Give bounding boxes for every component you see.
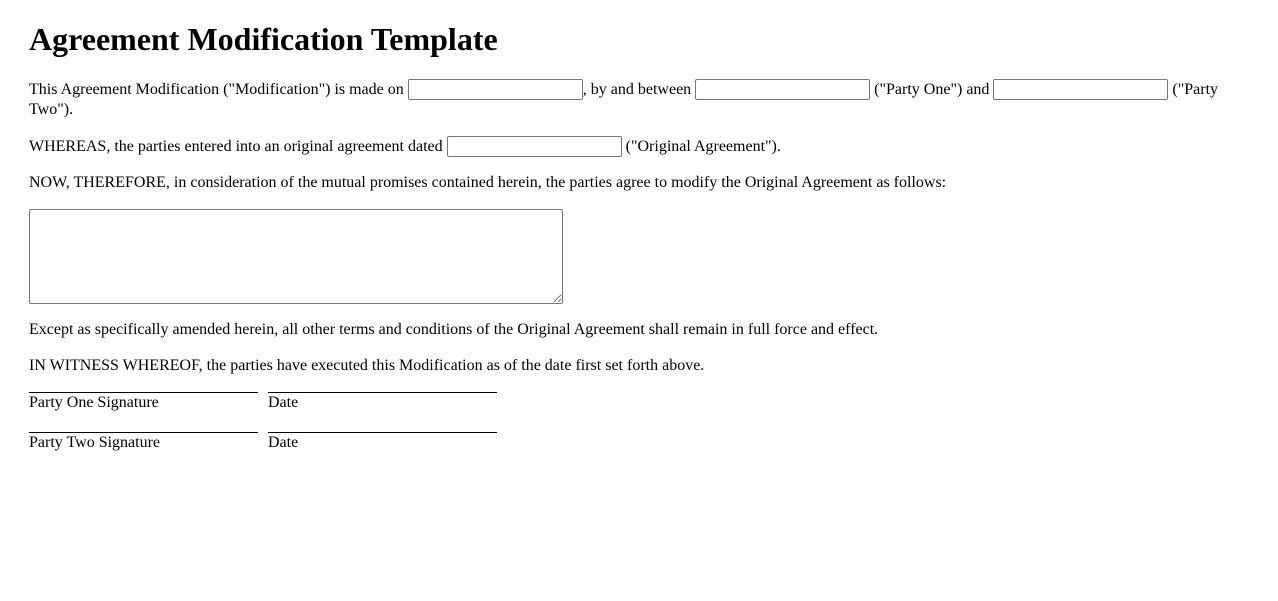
party-one-input[interactable] [695, 79, 870, 100]
party-two-input[interactable] [993, 79, 1168, 100]
intro-text-2: , by and between [582, 81, 696, 98]
party-one-signature-label: Party One Signature [29, 394, 159, 411]
signature-block [29, 392, 1249, 452]
modification-date-input[interactable] [408, 79, 583, 100]
party-two-date-line [268, 432, 497, 452]
signature-row-party-one [29, 392, 1249, 412]
intro-text-4: ("Party Two"). [29, 81, 1219, 118]
witness-clause-paragraph: IN WITNESS WHEREOF, the parties have executed this Modification as of the date first set forth above. [29, 357, 705, 374]
party-two-signature-label: Party Two Signature [29, 434, 161, 451]
except-clause-paragraph: Except as specifically amended herein, all other terms and conditions of the Original Agreement shall remain in full force and effect. [29, 321, 879, 338]
party-one-date-line [268, 392, 497, 412]
page-title: Agreement Modification Template [29, 21, 498, 57]
signature-row-party-two [29, 432, 1249, 452]
intro-paragraph [29, 79, 1249, 120]
now-therefore-paragraph: NOW, THEREFORE, in consideration of the mutual promises contained herein, the parties agree to modify the Original Agreement as follows: [29, 174, 947, 191]
party-two-signature-line [29, 432, 258, 452]
whereas-paragraph [29, 136, 1249, 157]
party-two-date-label: Date [268, 434, 299, 451]
whereas-text-2: ("Original Agreement"). [621, 138, 781, 155]
original-agreement-date-input[interactable] [447, 136, 622, 157]
amendments-textarea[interactable] [29, 209, 563, 304]
party-one-signature-line [29, 392, 258, 412]
intro-text-1: This Agreement Modification ("Modification") is made on [29, 81, 408, 98]
whereas-text-1: WHEREAS, the parties entered into an original agreement dated [29, 138, 447, 155]
intro-text-3: ("Party One") and [870, 81, 994, 98]
party-one-date-label: Date [268, 394, 299, 411]
